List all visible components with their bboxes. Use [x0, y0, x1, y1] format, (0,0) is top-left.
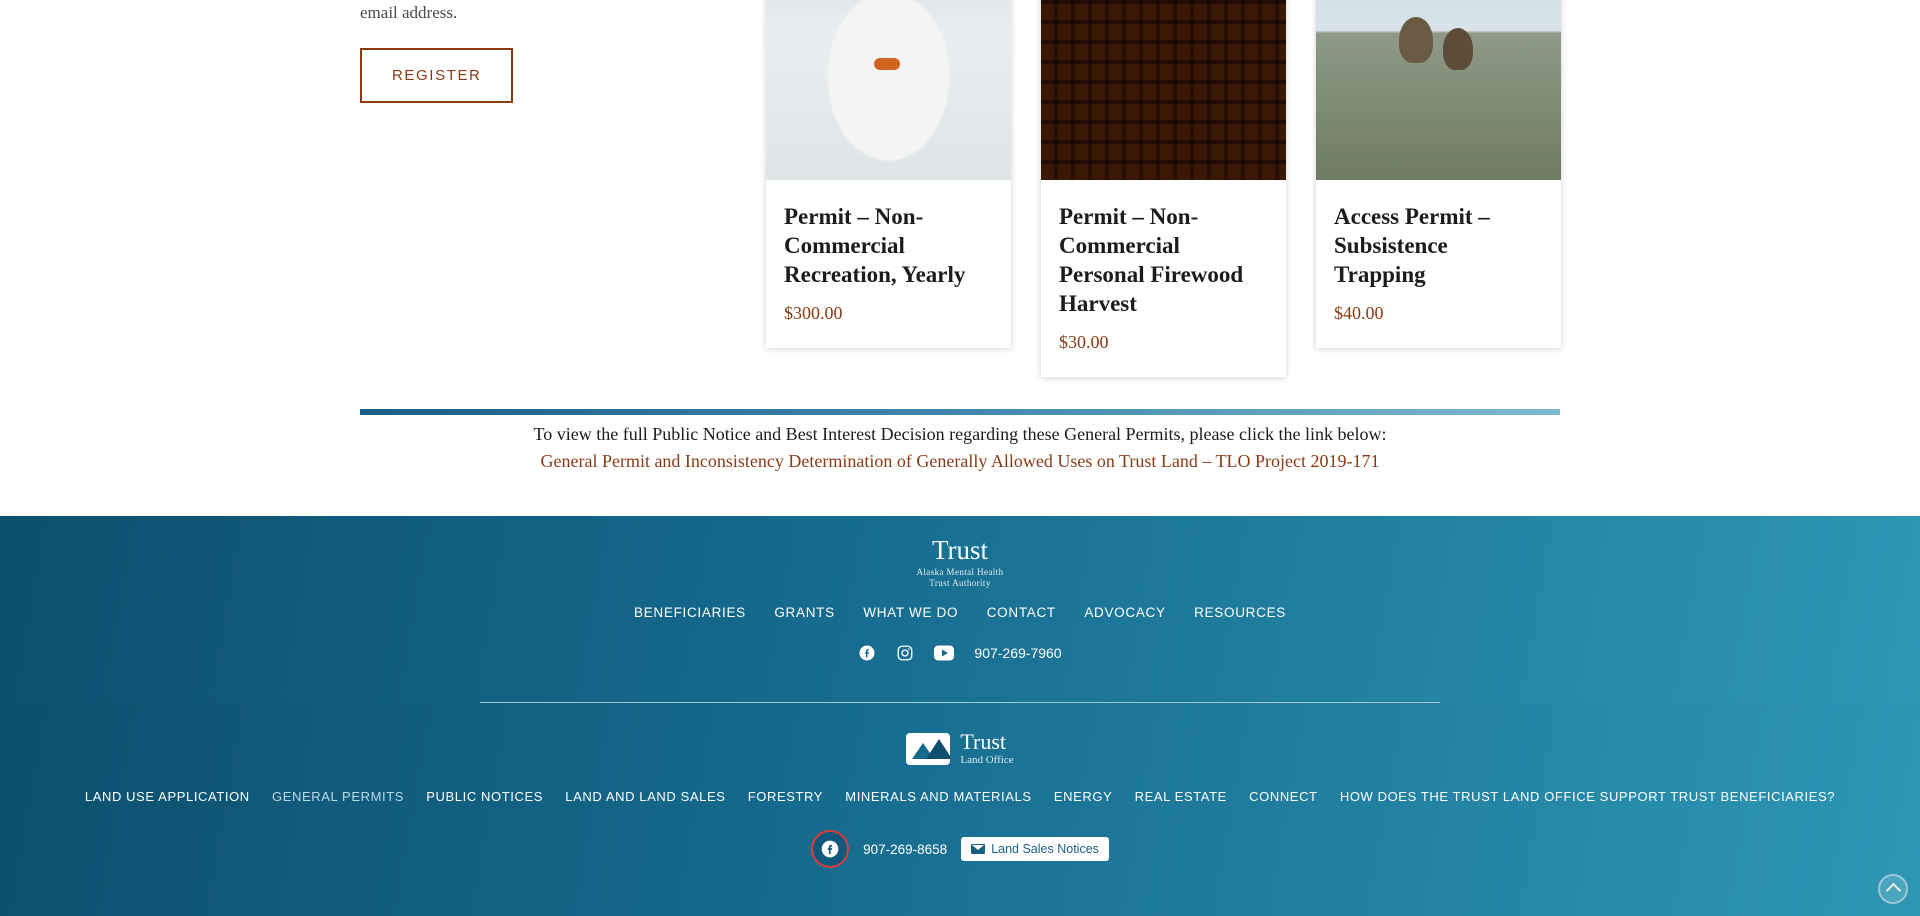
product-title: Permit – Non-Commercial Personal Firewood Harvest [1059, 204, 1244, 316]
tlo-nav-land-and-land-sales[interactable]: LAND AND LAND SALES [565, 789, 726, 804]
youtube-icon[interactable] [934, 645, 954, 661]
land-sales-notices-label: Land Sales Notices [991, 842, 1099, 856]
mountain-icon [906, 733, 950, 765]
back-to-top-button[interactable] [1878, 874, 1908, 904]
tlo-nav-support-beneficiaries[interactable]: HOW DOES THE TRUST LAND OFFICE SUPPORT TRUST BENEFICIARIES? [1339, 789, 1836, 804]
tlo-logo-text [960, 731, 1013, 767]
product-card-body [1316, 180, 1561, 348]
trust-authority-logo [0, 516, 1920, 589]
footer-nav-advocacy[interactable]: ADVOCACY [1084, 605, 1166, 620]
product-title: Permit – Non-Commercial Recreation, Yearly [784, 204, 966, 287]
facebook-icon[interactable] [811, 830, 849, 868]
tlo-nav-real-estate[interactable]: REAL ESTATE [1134, 789, 1227, 804]
public-notice-link[interactable]: General Permit and Inconsistency Determination of Generally Allowed Uses on Trust Land – TLO Project 2019-171 [540, 451, 1380, 471]
facebook-icon[interactable] [858, 644, 876, 662]
footer-nav [0, 605, 1920, 620]
product-card[interactable] [1316, 0, 1561, 348]
trust-logo-word: Trust [931, 535, 989, 565]
trust-logo-subtitle: Alaska Mental Health Trust Authority [916, 567, 1004, 588]
footer-nav-contact[interactable]: CONTACT [986, 605, 1056, 620]
product-card-list [766, 0, 1561, 377]
product-card-body [1041, 180, 1286, 377]
tlo-nav-land-use-application[interactable]: LAND USE APPLICATION [84, 789, 250, 804]
tlo-nav [0, 789, 1920, 804]
product-card-body [766, 180, 1011, 348]
footer-social-row [0, 644, 1920, 662]
product-image [1041, 0, 1286, 180]
tlo-nav-public-notices[interactable]: PUBLIC NOTICES [426, 789, 544, 804]
tlo-nav-general-permits[interactable]: GENERAL PERMITS [272, 789, 405, 804]
tlo-phone[interactable]: 907-269-8658 [863, 841, 948, 857]
tlo-footer [0, 703, 1920, 916]
footer-nav-resources[interactable]: RESOURCES [1194, 605, 1286, 620]
tlo-nav-energy[interactable]: ENERGY [1053, 789, 1113, 804]
footer-phone[interactable]: 907-269-7960 [974, 645, 1062, 661]
footer-nav-what-we-do[interactable]: WHAT WE DO [863, 605, 959, 620]
land-sales-notices-button[interactable] [961, 837, 1109, 861]
public-notice-block [360, 424, 1560, 472]
footer-nav-grants[interactable]: GRANTS [774, 605, 835, 620]
tlo-nav-forestry[interactable]: FORESTRY [747, 789, 824, 804]
notice-divider [360, 409, 1560, 415]
tlo-nav-minerals-and-materials[interactable]: MINERALS AND MATERIALS [845, 789, 1032, 804]
instagram-icon[interactable] [896, 644, 914, 662]
tlo-nav-connect[interactable]: CONNECT [1249, 789, 1318, 804]
product-price: $30.00 [1059, 332, 1109, 352]
site-footer [0, 516, 1920, 706]
product-card[interactable] [1041, 0, 1286, 377]
tlo-logo-word: Trust [960, 729, 1007, 754]
envelope-icon [971, 844, 985, 854]
product-image [1316, 0, 1561, 180]
product-price: $40.00 [1334, 303, 1384, 323]
intro-text: email address. [360, 3, 458, 22]
footer-nav-beneficiaries[interactable]: BENEFICIARIES [634, 605, 746, 620]
product-card[interactable] [766, 0, 1011, 348]
notice-text: To view the full Public Notice and Best Interest Decision regarding these General Permits, please click the link below: [533, 424, 1387, 444]
registration-panel [360, 0, 760, 103]
tlo-contact-row [0, 830, 1920, 868]
register-button[interactable]: REGISTER [360, 48, 513, 103]
product-title: Access Permit – Subsistence Trapping [1334, 204, 1490, 287]
trust-land-office-logo [0, 703, 1920, 767]
tlo-logo-subtitle: Land Office [960, 754, 1014, 766]
product-price: $300.00 [784, 303, 843, 323]
product-image [766, 0, 1011, 180]
